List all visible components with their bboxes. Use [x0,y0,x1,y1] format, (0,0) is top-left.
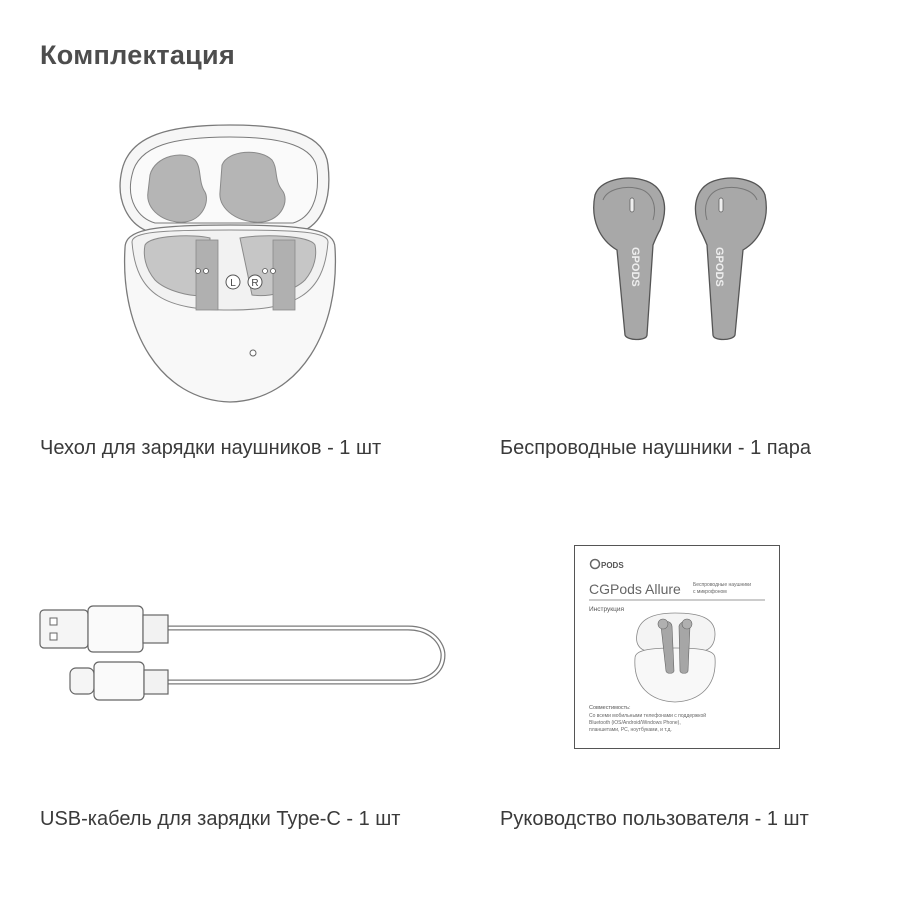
usb-cable-illustration [38,600,448,705]
caption-charging-case: Чехол для зарядки наушников - 1 шт [40,437,382,459]
manual-compat-line-2: Bluetooth (iOS/Android/Windows Phone), [589,720,681,726]
earbud-left-logo: GPODS [629,247,641,287]
usb-a-plug [40,606,168,652]
manual-product-title: CGPods Allure [589,581,681,597]
manual-brand: PODS [601,561,624,570]
user-manual [574,545,780,749]
caption-usb-cable: USB-кабель для зарядки Type-C - 1 шт [40,808,401,830]
manual-compat-line-3: планшетами, PC, ноутбуками, и т.д. [589,727,672,733]
case-right-mark: R [251,278,259,289]
lid-cavity-left [148,155,207,222]
manual-compat-line-1: Со всеми мобильными телефонами с поддержкой [589,713,707,719]
caption-user-manual: Руководство пользователя - 1 шт [500,808,809,830]
manual-case-image [635,613,715,702]
manual-subtitle-1: Беспроводные наушники [693,582,752,588]
manual-section: Инструкция [589,606,624,613]
earbud-right [695,178,766,339]
manual-subtitle-2: с микрофоном [693,589,727,595]
earbud-left [594,178,665,339]
usb-c-plug [70,662,168,700]
caption-earbuds: Беспроводные наушники - 1 пара [500,437,811,459]
charging-case-illustration [110,120,350,410]
earbud-right-logo: GPODS [713,247,725,287]
page-title: Комплектация [40,40,236,70]
earbuds-illustration [585,175,775,350]
case-led [250,350,256,356]
manual-compat-title: Совместимость: [589,705,631,711]
case-left-mark: L [230,278,236,289]
